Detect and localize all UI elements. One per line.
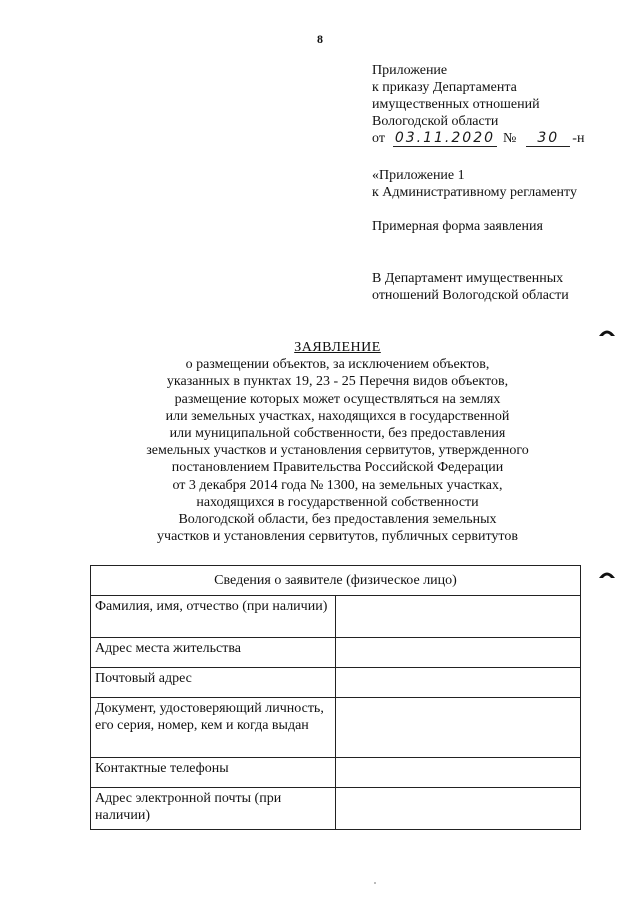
applicant-info-table — [90, 565, 581, 830]
addressee — [372, 270, 569, 304]
row-label-residence-address: Адрес места жительства — [91, 638, 336, 668]
statement-line: или земельных участках, находящихся в государственной — [165, 408, 510, 424]
appendix-line: к приказу Департамента — [372, 80, 517, 95]
order-suffix: -н — [572, 131, 585, 146]
addressee-line-1: В Департамент имущественных — [372, 271, 564, 286]
annex-line-2: к Административному регламенту — [372, 185, 577, 200]
row-value-full-name — [336, 596, 581, 638]
statement-line: земельных участков и установления сервитутов, утвержденного — [146, 443, 529, 459]
addressee-line-2: отношений Вологодской области — [372, 288, 569, 303]
table-row — [91, 788, 581, 830]
annex-reference — [372, 167, 577, 201]
table-row — [91, 698, 581, 758]
annex-line-1: «Приложение 1 — [372, 168, 465, 183]
table-row — [91, 668, 581, 698]
row-label-phones: Контактные телефоны — [91, 758, 336, 788]
row-value-identity-document — [336, 698, 581, 758]
order-number-handwritten: 30 — [526, 130, 570, 147]
row-label-postal-address: Почтовый адрес — [91, 668, 336, 698]
statement-line: постановлением Правительства Российской Федерации — [171, 460, 504, 476]
appendix-line: имущественных отношений — [372, 97, 540, 112]
appendix-block — [372, 62, 632, 147]
table-header: Сведения о заявителе (физическое лицо) — [91, 566, 581, 596]
statement-line: от 3 декабря 2014 года № 1300, на земельных участках, — [172, 477, 503, 493]
row-value-postal-address — [336, 668, 581, 698]
appendix-line: Вологодской области — [372, 114, 499, 129]
row-value-residence-address — [336, 638, 581, 668]
statement-line: размещение которых может осуществляться на землях — [174, 391, 501, 407]
statement-line: участков и установления сервитутов, публичных сервитутов — [157, 529, 518, 545]
statement-line: о размещении объектов, за исключением объектов, — [185, 357, 490, 373]
scan-speck — [374, 882, 376, 884]
table-header-row — [91, 566, 581, 596]
table-row — [91, 758, 581, 788]
order-from-label: от — [372, 131, 385, 146]
statement-heading — [90, 339, 585, 545]
statement-line: указанных в пунктах 19, 23 - 25 Перечня видов объектов, — [166, 374, 509, 390]
row-value-email — [336, 788, 581, 830]
table-row — [91, 638, 581, 668]
row-label-identity-document: Документ, удостоверяющий личность, его серия, номер, кем и когда выдан — [91, 698, 336, 758]
order-reference — [372, 130, 632, 147]
page-number: 8 — [317, 32, 323, 46]
appendix-line: Приложение — [372, 63, 448, 78]
statement-line: находящихся в государственной собственности — [196, 494, 479, 510]
order-date-handwritten: 03.11.2020 — [394, 130, 496, 146]
row-label-full-name: Фамилия, имя, отчество (при наличии) — [91, 596, 336, 638]
row-label-email: Адрес электронной почты (при наличии) — [91, 788, 336, 830]
statement-line: или муниципальной собственности, без предоставления — [169, 426, 506, 442]
table-row — [91, 596, 581, 638]
statement-title: ЗАЯВЛЕНИЕ — [294, 340, 381, 355]
form-caption: Примерная форма заявления — [372, 219, 543, 234]
row-value-phones — [336, 758, 581, 788]
statement-line: Вологодской области, без предоставления земельных — [178, 512, 497, 528]
order-number-label: № — [502, 131, 517, 146]
